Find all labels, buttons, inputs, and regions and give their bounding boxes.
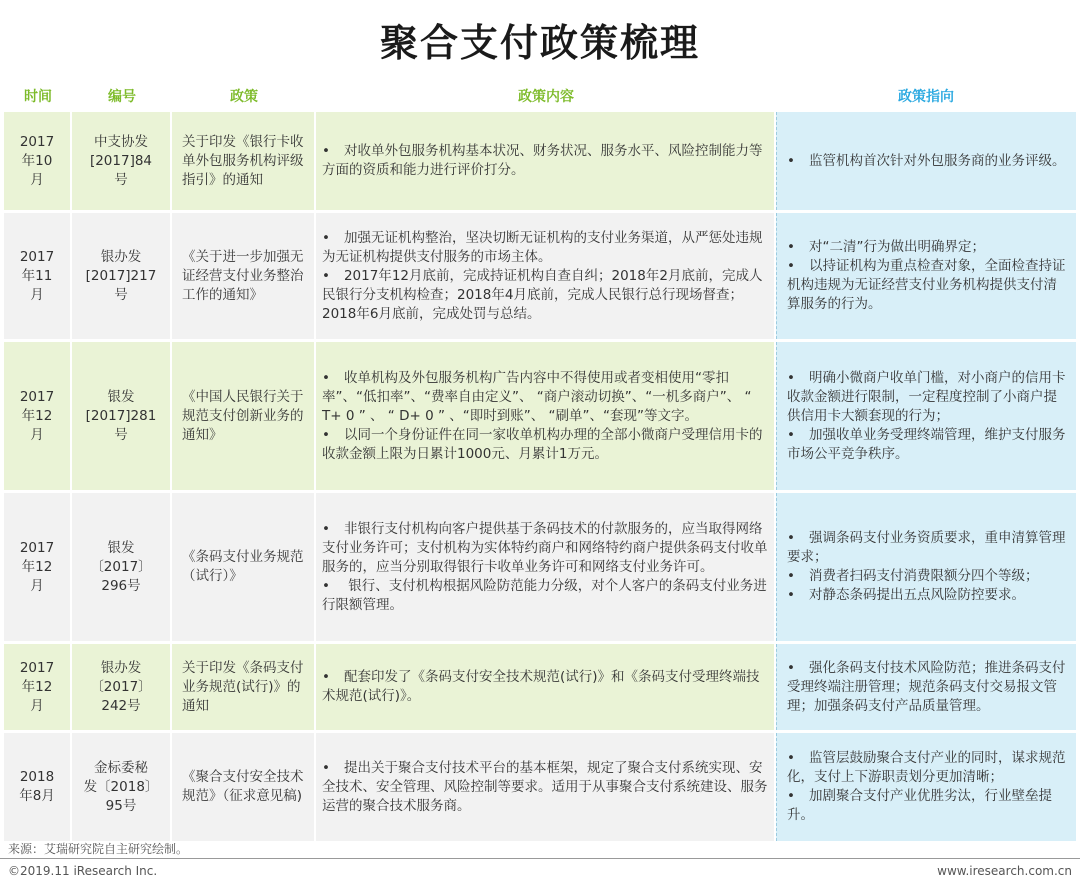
cell-content-bullet: • 银行、支付机构根据风险防范能力分级，对个人客户的条码支付业务进行限额管理。 — [322, 577, 768, 615]
cell-content — [316, 213, 776, 339]
cell-content — [316, 342, 776, 490]
table-row — [4, 213, 1076, 339]
cell-content-bullet: • 配套印发了《条码支付安全技术规范(试行)》和《条码支付受理终端技术规范(试行)》。 — [322, 668, 768, 706]
cell-direction — [776, 493, 1076, 641]
cell-direction-bullet: • 强调条码支付业务资质要求，重申清算管理要求； — [787, 529, 1066, 567]
cell-content-bullet: • 加强无证机构整治，坚决切断无证机构的支付业务渠道，从严惩处违规为无证机构提供支付服务的市场主体。 — [322, 229, 768, 267]
cell-direction-bullet: • 对“二清”行为做出明确界定； — [787, 238, 1066, 257]
cell-content-bullet: • 2017年12月底前，完成持证机构自查自纠；2018年2月底前，完成人民银行分支机构检查；2018年4月底前，完成人民银行总行现场督查；2018年6月底前，完成处罚与总结。 — [322, 267, 768, 324]
cell-direction-bullet: • 监管机构首次针对外包服务商的业务评级。 — [787, 152, 1066, 171]
cell-number: 银办发 [2017]217 号 — [72, 213, 172, 339]
cell-direction — [776, 644, 1076, 730]
cell-direction — [776, 112, 1076, 210]
source-note: 来源：艾瑞研究院自主研究绘制。 — [8, 842, 189, 856]
cell-direction-bullet: • 加强收单业务受理终端管理，维护支付服务市场公平竞争秩序。 — [787, 426, 1066, 464]
cell-content-bullet: • 对收单外包服务机构基本状况、财务状况、服务水平、风险控制能力等方面的资质和能力进行评价打分。 — [322, 142, 768, 180]
cell-number: 银发 [2017]281 号 — [72, 342, 172, 490]
table-row — [4, 733, 1076, 841]
footer-divider — [0, 858, 1080, 859]
cell-time: 2017 年11 月 — [4, 213, 72, 339]
header-direction: 政策指向 — [898, 89, 954, 105]
header-number: 编号 — [108, 89, 136, 105]
cell-time: 2017 年10 月 — [4, 112, 72, 210]
cell-direction-bullet: • 加剧聚合支付产业优胜劣汰，行业壁垒提升。 — [787, 787, 1066, 825]
header-content: 政策内容 — [518, 89, 574, 105]
policy-table — [4, 80, 1076, 844]
cell-direction-bullet: • 明确小微商户收单门槛，对小商户的信用卡收款金额进行限制，一定程度控制了小商户提供信用卡大额套现的行为； — [787, 369, 1066, 426]
cell-direction — [776, 213, 1076, 339]
cell-policy: 《条码支付业务规范（试行）》 — [172, 493, 316, 641]
cell-content — [316, 644, 776, 730]
table-row — [4, 493, 1076, 641]
cell-direction — [776, 342, 1076, 490]
cell-policy: 《中国人民银行关于规范支付创新业务的通知》 — [172, 342, 316, 490]
cell-time: 2017 年12 月 — [4, 342, 72, 490]
cell-number: 银发 〔2017〕 296号 — [72, 493, 172, 641]
header-time: 时间 — [24, 89, 52, 105]
table-header-row — [4, 83, 1076, 109]
cell-time: 2017 年12 月 — [4, 493, 72, 641]
cell-direction-bullet: • 监管层鼓励聚合支付产业的同时，谋求规范化，支付上下游职责划分更加清晰； — [787, 749, 1066, 787]
cell-policy: 关于印发《银行卡收单外包服务机构评级指引》的通知 — [172, 112, 316, 210]
table-body — [4, 112, 1076, 841]
table-row — [4, 112, 1076, 210]
cell-content-bullet: • 非银行支付机构向客户提供基于条码技术的付款服务的，应当取得网络支付业务许可；支付机构为实体特约商户和网络特约商户提供条码支付收单服务的，应当分别取得银行卡收单业务许可和网络支付业务许可。 — [322, 520, 768, 577]
cell-direction-bullet: • 对静态条码提出五点风险防控要求。 — [787, 586, 1066, 605]
table-row — [4, 644, 1076, 730]
cell-content — [316, 493, 776, 641]
cell-content-bullet: • 收单机构及外包服务机构广告内容中不得使用或者变相使用“零扣率”、“低扣率”、“费率自由定义”、 “商户滚动切换”、“一机多商户”、 “ T+ 0 ” 、 “ D+ 0 ” 、“即时到账”、 “刷单”、“套现”等文字。 — [322, 369, 768, 426]
cell-number: 金标委秘 发〔2018〕 95号 — [72, 733, 172, 841]
cell-policy: 《聚合支付安全技术规范》（征求意见稿) — [172, 733, 316, 841]
cell-number: 中支协发 [2017]84 号 — [72, 112, 172, 210]
website-url: www.iresearch.com.cn — [937, 864, 1072, 878]
cell-content-bullet: • 提出关于聚合支付技术平台的基本框架，规定了聚合支付系统实现、安全技术、安全管理、风险控制等要求。适用于从事聚合支付系统建设、服务运营的聚合技术服务商。 — [322, 759, 768, 816]
cell-content — [316, 112, 776, 210]
cell-number: 银办发 〔2017〕 242号 — [72, 644, 172, 730]
copyright: ©2019.11 iResearch Inc. — [8, 864, 158, 878]
header-policy: 政策 — [230, 89, 258, 105]
cell-direction — [776, 733, 1076, 841]
cell-direction-bullet: • 消费者扫码支付消费限额分四个等级； — [787, 567, 1066, 586]
cell-time: 2017 年12 月 — [4, 644, 72, 730]
cell-policy: 关于印发《条码支付业务规范(试行)》的通知 — [172, 644, 316, 730]
cell-direction-bullet: • 以持证机构为重点检查对象，全面检查持证机构违规为无证经营支付业务机构提供支付清算服务的行为。 — [787, 257, 1066, 314]
cell-direction-bullet: • 强化条码支付技术风险防范；推进条码支付受理终端注册管理；规范条码支付交易报文管理；加强条码支付产品质量管理。 — [787, 659, 1066, 716]
cell-content-bullet: • 以同一个身份证件在同一家收单机构办理的全部小微商户受理信用卡的收款金额上限为日累计1000元、月累计1万元。 — [322, 426, 768, 464]
cell-content — [316, 733, 776, 841]
table-row — [4, 342, 1076, 490]
cell-time: 2018 年8月 — [4, 733, 72, 841]
cell-policy: 《关于进一步加强无证经营支付业务整治工作的通知》 — [172, 213, 316, 339]
page-title: 聚合支付政策梳理 — [379, 21, 700, 65]
